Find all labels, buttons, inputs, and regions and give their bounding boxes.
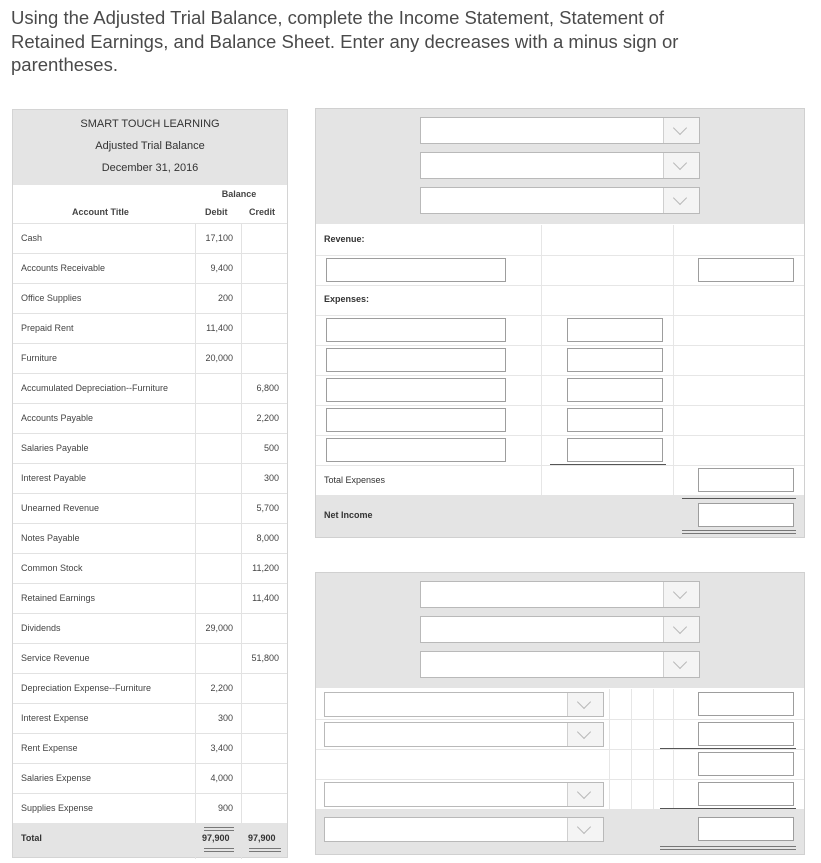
- revenue-amount-input[interactable]: [698, 258, 794, 282]
- table-row: [13, 403, 287, 433]
- table-row: [13, 313, 287, 343]
- debit-value: 300: [217, 713, 233, 723]
- account-title-header: Account Title: [72, 207, 129, 217]
- chevron-down-icon[interactable]: [567, 818, 603, 841]
- instructions-text: Using the Adjusted Trial Balance, complete the Income Statement, Statement of Retained Earnings, and Balance Sheet. Enter any decreases with a minus sign or parentheses.: [11, 7, 679, 75]
- column-divider: [195, 223, 196, 859]
- table-row: [13, 553, 287, 583]
- account-name: Rent Expense: [21, 743, 78, 753]
- expense-account-input-4[interactable]: [326, 408, 506, 432]
- row-divider: [316, 405, 804, 406]
- double-underline: [204, 827, 234, 831]
- row-divider: [316, 315, 804, 316]
- trial-balance-table: [12, 109, 288, 858]
- chevron-down-icon[interactable]: [663, 118, 699, 143]
- balance-header: Balance: [221, 189, 257, 199]
- credit-value: 51,800: [251, 653, 279, 663]
- credit-value: 6,800: [256, 383, 279, 393]
- account-name: Depreciation Expense--Furniture: [21, 683, 152, 693]
- credit-header: Credit: [249, 207, 276, 217]
- debit-value: 4,000: [210, 773, 233, 783]
- table-row: [13, 493, 287, 523]
- statement-name-select[interactable]: [420, 152, 700, 179]
- expense-amount-input-5[interactable]: [567, 438, 663, 462]
- re-account-select-3[interactable]: [324, 782, 604, 807]
- re-total-input[interactable]: [698, 817, 794, 841]
- income-statement-header: [316, 109, 804, 224]
- account-name: Interest Payable: [21, 473, 87, 483]
- chevron-down-icon[interactable]: [567, 693, 603, 716]
- total-debit: 97,900: [202, 833, 230, 843]
- table-row: [13, 613, 287, 643]
- trial-balance-header: [13, 110, 287, 185]
- re-amount-input-1[interactable]: [698, 692, 794, 716]
- table-row: [13, 433, 287, 463]
- column-divider: [541, 225, 542, 495]
- statement-date: December 31, 2016: [101, 162, 199, 174]
- expenses-label: Expenses:: [324, 294, 370, 304]
- retained-earnings-panel: [315, 572, 805, 855]
- chevron-down-icon[interactable]: [567, 783, 603, 806]
- expense-account-input-2[interactable]: [326, 348, 506, 372]
- table-row: [13, 283, 287, 313]
- row-divider: [316, 465, 804, 466]
- account-name: Accumulated Depreciation--Furniture: [21, 383, 169, 393]
- table-row: [13, 343, 287, 373]
- row-divider: [316, 435, 804, 436]
- total-credit: 97,900: [248, 833, 276, 843]
- expense-amount-input-1[interactable]: [567, 318, 663, 342]
- re-amount-input-2[interactable]: [698, 722, 794, 746]
- expense-account-input-5[interactable]: [326, 438, 506, 462]
- account-name: Accounts Receivable: [21, 263, 106, 273]
- account-name: Notes Payable: [21, 533, 80, 543]
- statement-name-select[interactable]: [420, 616, 700, 643]
- re-amount-input-4[interactable]: [698, 782, 794, 806]
- chevron-down-icon[interactable]: [567, 723, 603, 746]
- table-row: [13, 643, 287, 673]
- account-name: Prepaid Rent: [21, 323, 74, 333]
- table-row: [13, 223, 287, 253]
- re-total-select[interactable]: [324, 817, 604, 842]
- double-underline: [249, 848, 281, 852]
- company-select[interactable]: [420, 117, 700, 144]
- company-select[interactable]: [420, 581, 700, 608]
- row-divider: [316, 719, 804, 720]
- debit-value: 9,400: [210, 263, 233, 273]
- credit-value: 11,200: [252, 563, 279, 573]
- chevron-down-icon[interactable]: [663, 617, 699, 642]
- column-divider: [241, 223, 242, 859]
- row-divider: [316, 375, 804, 376]
- retained-earnings-total-row: [316, 809, 804, 854]
- debit-value: 11,400: [206, 323, 233, 333]
- table-row: [13, 373, 287, 403]
- debit-header: Debit: [205, 207, 228, 217]
- row-divider: [316, 255, 804, 256]
- expense-amount-input-3[interactable]: [567, 378, 663, 402]
- revenue-label: Revenue:: [324, 234, 365, 244]
- account-name: Service Revenue: [21, 653, 90, 663]
- credit-value: 300: [263, 473, 279, 483]
- table-row: [13, 583, 287, 613]
- re-amount-input-3[interactable]: [698, 752, 794, 776]
- debit-value: 17,100: [205, 233, 233, 243]
- column-headers: [13, 185, 287, 223]
- statement-date-select[interactable]: [420, 651, 700, 678]
- single-underline: [682, 498, 796, 499]
- chevron-down-icon[interactable]: [663, 582, 699, 607]
- credit-value: 11,400: [252, 593, 279, 603]
- total-expenses-label: Total Expenses: [324, 475, 386, 485]
- table-row: [13, 463, 287, 493]
- total-label: Total: [21, 833, 42, 843]
- account-name: Cash: [21, 233, 43, 243]
- expense-amount-input-4[interactable]: [567, 408, 663, 432]
- row-divider: [316, 345, 804, 346]
- credit-value: 2,200: [256, 413, 279, 423]
- table-row: [13, 523, 287, 553]
- account-name: Furniture: [21, 353, 58, 363]
- expense-account-input-1[interactable]: [326, 318, 506, 342]
- account-name: Unearned Revenue: [21, 503, 100, 513]
- income-statement-panel: [315, 108, 805, 538]
- account-name: Supplies Expense: [21, 803, 94, 813]
- expense-account-input-3[interactable]: [326, 378, 506, 402]
- chevron-down-icon[interactable]: [663, 652, 699, 677]
- row-divider: [316, 779, 804, 780]
- table-row: [13, 793, 287, 823]
- debit-value: 200: [217, 293, 233, 303]
- row-divider: [316, 285, 804, 286]
- account-name: Salaries Expense: [21, 773, 92, 783]
- account-name: Interest Expense: [21, 713, 89, 723]
- debit-value: 3,400: [210, 743, 233, 753]
- statement-date-select[interactable]: [420, 187, 700, 214]
- credit-value: 8,000: [256, 533, 279, 543]
- account-name: Common Stock: [21, 563, 83, 573]
- table-row: [13, 673, 287, 703]
- double-underline: [682, 530, 796, 534]
- debit-value: 29,000: [205, 623, 233, 633]
- account-name: Accounts Payable: [21, 413, 94, 423]
- account-name: Salaries Payable: [21, 443, 89, 453]
- column-divider: [673, 225, 674, 495]
- net-income-row: [316, 495, 804, 537]
- row-divider: [316, 749, 804, 750]
- table-row: [13, 253, 287, 283]
- company-name: SMART TOUCH LEARNING: [80, 118, 220, 130]
- table-row: [13, 733, 287, 763]
- chevron-down-icon[interactable]: [663, 153, 699, 178]
- total-expenses-input[interactable]: [698, 468, 794, 492]
- chevron-down-icon[interactable]: [663, 188, 699, 213]
- total-row: [13, 823, 287, 857]
- expense-amount-input-2[interactable]: [567, 348, 663, 372]
- revenue-account-input[interactable]: [326, 258, 506, 282]
- debit-value: 2,200: [210, 683, 233, 693]
- table-row: [13, 703, 287, 733]
- account-name: Dividends: [21, 623, 61, 633]
- double-underline: [660, 846, 796, 850]
- statement-title: Adjusted Trial Balance: [95, 140, 205, 152]
- debit-value: 20,000: [205, 353, 233, 363]
- table-row: [13, 763, 287, 793]
- net-income-input[interactable]: [698, 503, 794, 527]
- credit-value: 5,700: [256, 503, 279, 513]
- double-underline: [204, 848, 234, 852]
- debit-value: 900: [217, 803, 233, 813]
- credit-value: 500: [263, 443, 279, 453]
- retained-earnings-header: [316, 573, 804, 688]
- account-name: Retained Earnings: [21, 593, 96, 603]
- account-name: Office Supplies: [21, 293, 82, 303]
- net-income-label: Net Income: [324, 510, 373, 520]
- re-account-select-1[interactable]: [324, 692, 604, 717]
- re-account-select-2[interactable]: [324, 722, 604, 747]
